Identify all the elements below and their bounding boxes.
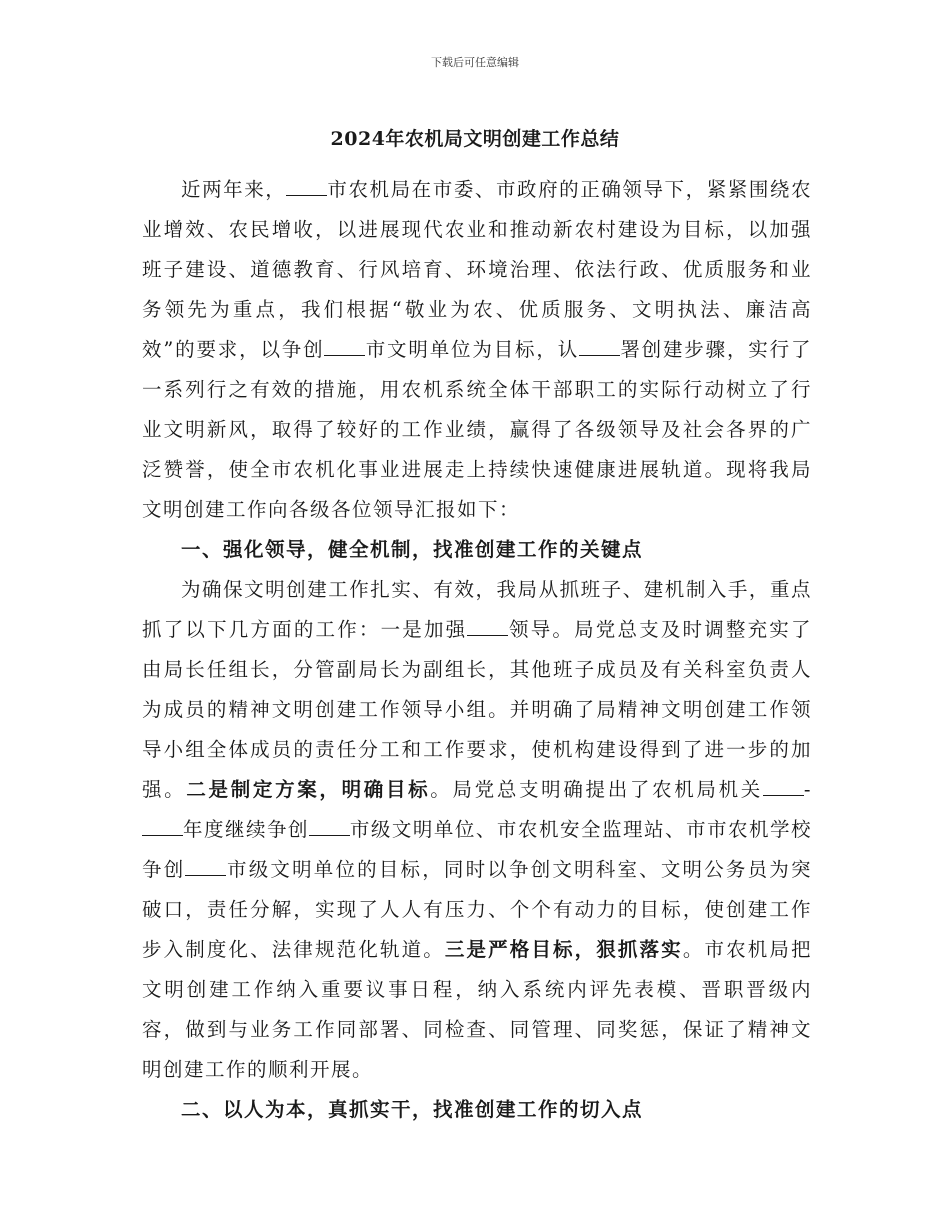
text-span: 市级文明单位的目标，同时以争创文明科室、文明公务员为突破口，责任分解，实现了人人有压力、个个有动力的目标，使创建工作步入制度化、法律规范化轨道。 bbox=[142, 858, 812, 961]
intro-paragraph bbox=[142, 170, 812, 530]
fill-blank bbox=[309, 815, 350, 836]
text-span: 近两年来， bbox=[181, 178, 287, 201]
text-span: - bbox=[803, 778, 812, 801]
text-span: 。局党总支明确提出了农机局机关 bbox=[430, 778, 763, 801]
text-span: 领导。局党总支及时调整充实了由局长任组长，分管副局长为副组长，其他班子成员及有关科室负责人为成员的精神文明创建工作领导小组。并明确了局精神文明创建工作领导小组全体成员的责任分工和工作要求，使机构建设得到了进一步的加强。 bbox=[142, 618, 812, 801]
document-title: 2024年农机局文明创建工作总结 bbox=[330, 128, 620, 150]
fill-blank bbox=[579, 335, 620, 356]
text-span: 市级文明单位、市农机安全监理站、市市农机学校争创 bbox=[142, 818, 812, 881]
fill-blank bbox=[467, 615, 508, 636]
fill-blank bbox=[185, 855, 226, 876]
fill-blank bbox=[142, 815, 183, 836]
text-span: 年度继续争创 bbox=[182, 818, 309, 841]
text-span: 署创建步骤，实行了一系列行之有效的措施，用农机系统全体干部职工的实际行动树立了行业文明新风，取得了较好的工作业绩，赢得了各级领导及社会各界的广泛赞誉，使全市农机化事业进展走上持续快速健康进展轨道。现将我局文明创建工作向各级各位领导汇报如下： bbox=[142, 338, 812, 521]
bold-phrase: 二是制定方案，明确目标 bbox=[186, 778, 431, 801]
section-heading-1: 一、强化领导，健全机制，找准创建工作的关键点 bbox=[181, 538, 644, 561]
section-heading-2: 二、以人为本，真抓实干，找准创建工作的切入点 bbox=[181, 1098, 644, 1121]
download-note: 下载后可任意编辑 bbox=[431, 56, 519, 69]
fill-blank bbox=[324, 335, 365, 356]
bold-phrase: 三是严格目标，狠抓落实 bbox=[444, 938, 683, 961]
fill-blank bbox=[763, 775, 804, 796]
text-span: 市文明单位为目标，认 bbox=[365, 338, 580, 361]
fill-blank bbox=[286, 175, 327, 196]
text-span: 为确保文明创建工作扎实、有效，我局从抓班子、建机制入手，重点抓了以下几方面的工作：一是加强 bbox=[142, 578, 812, 641]
document-body bbox=[142, 170, 812, 1130]
text-span: 。市农机局把文明创建工作纳入重要议事日程，纳入系统内评先表模、晋职晋级内容，做到与业务工作同部署、同检查、同管理、同奖惩，保证了精神文明创建工作的顺利开展。 bbox=[142, 938, 812, 1081]
text-span: 市农机局在市委、市政府的正确领导下，紧紧围绕农业增效、农民增收，以进展现代农业和推动新农村建设为目标，以加强班子建设、道德教育、行风培育、环境治理、依法行政、优质服务和业务领先为重点，我们根据“敬业为农、优质服务、文明执法、廉洁高效”的要求，以争创 bbox=[142, 178, 812, 361]
section-1-paragraph bbox=[142, 570, 812, 1090]
